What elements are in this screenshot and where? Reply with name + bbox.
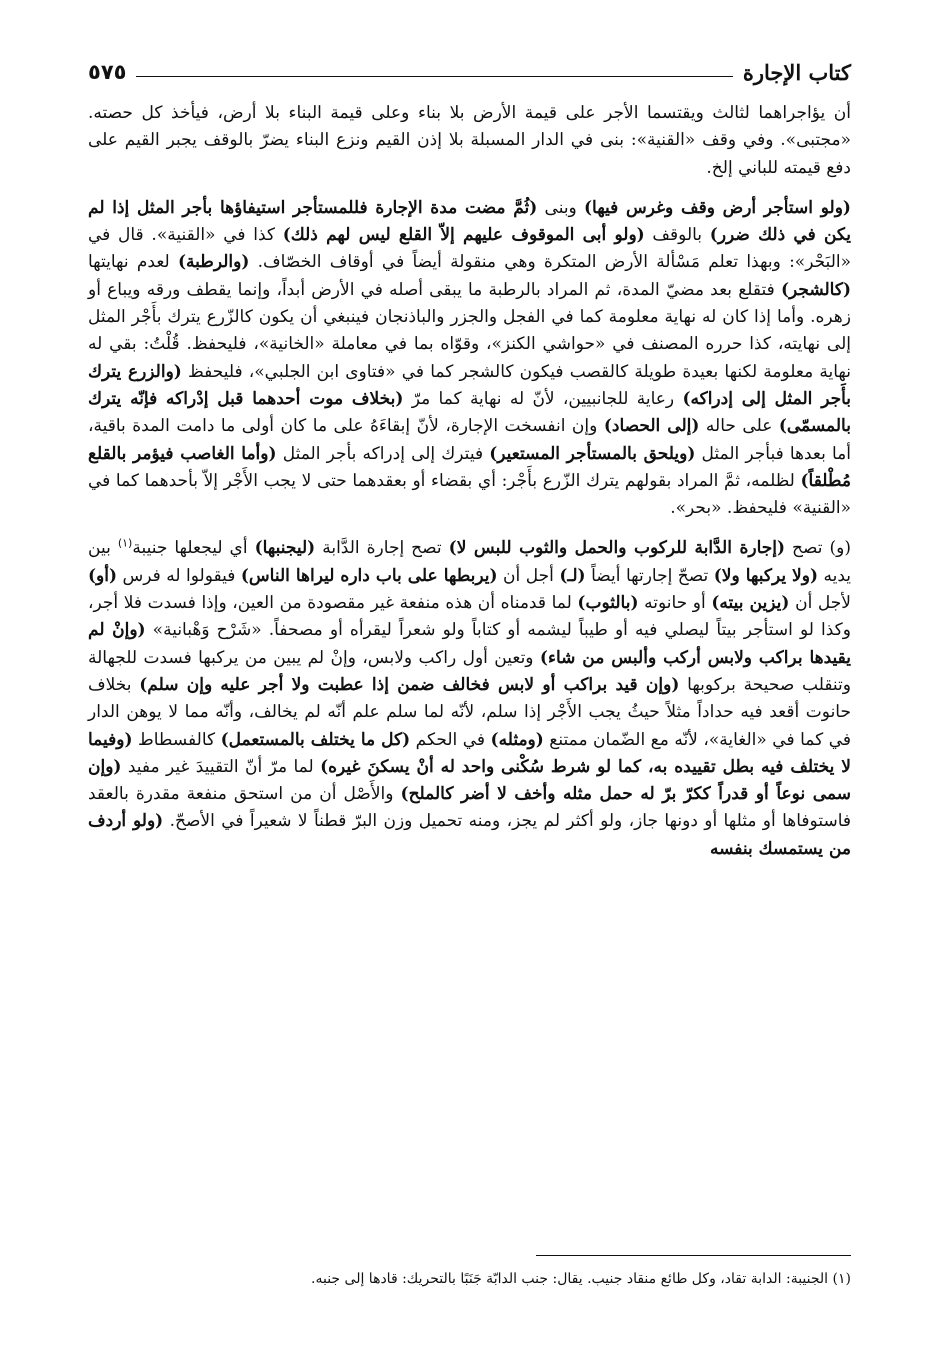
paragraph-2 bbox=[88, 195, 851, 523]
matn-text: (إلى الحصاد) bbox=[603, 416, 700, 437]
sharh-text: تصح إجارة الدَّابة bbox=[315, 538, 449, 559]
header-rule bbox=[136, 76, 732, 77]
sharh-text: لما قدمناه أن هذه منفعة غير مقصودة من العين، وإذا فسدت فلا أجر، وكذا لو استأجر بيتاً ليصلي فيه أو طيباً ليشمه أو كتاباً ولو شعراً ليقرأه أو مصحفاً. «شَرْح وَهْبانية» bbox=[88, 593, 851, 641]
matn-text: (إجارة الدَّابة للركوب والحمل والثوب للبس لا) bbox=[448, 538, 786, 559]
sharh-text: رعاية للجانبيين، لأنّ له نهاية كما مرّ bbox=[403, 388, 683, 409]
matn-text: (وإنْ لم يقيدها براكب ولابس أركب وألبس من شاء) bbox=[88, 620, 851, 668]
matn-text: (يربطها على باب داره ليراها الناس) bbox=[240, 565, 498, 586]
matn-text: (وإن سمى نوعاً أو قدراً ككرّ برّ له حمل مثله وأخف لا أضر كالملح) bbox=[88, 756, 851, 805]
matn-text: (بخلاف موت أحدهما قبل إدْراكه فإنّه يترك بالمسمّى) bbox=[88, 388, 851, 437]
matn-text: (والرطبة) bbox=[178, 252, 250, 273]
matn-text: (أو) bbox=[88, 565, 118, 586]
matn-text: (وفيما لا يختلف فيه بطل تقييده به، كما لو شرط سُكْنى واحد له أنْ يسكنَ غيره) bbox=[88, 729, 851, 777]
footnote-area bbox=[88, 1268, 851, 1290]
matn-text: (ليجنبها) bbox=[254, 538, 316, 559]
sharh-text: (و) تصح bbox=[785, 538, 851, 559]
matn-text: (كل ما يختلف بالمستعمل) bbox=[220, 729, 411, 750]
sharh-text: كالفسطاط bbox=[132, 729, 221, 750]
footnote-reference[interactable]: (١) bbox=[117, 536, 133, 550]
matn-text: (ولو أردف من يستمسك بنفسه bbox=[88, 811, 851, 859]
matn-text: (ويلحق بالمستأجر المستعير) bbox=[489, 443, 696, 464]
page-header bbox=[88, 52, 851, 92]
matn-text: (وأما الغاصب فيؤمر بالقلع مُطْلقاً) bbox=[88, 443, 851, 491]
sharh-text: بخلاف حانوت أقعد فيه حداداً مثلاً حيثُ يجب الأَجْر إذا سلم، لأنّه لما سلم علم أنّه لم يخالف، وأنّه مما لا يوهن الدار في كما في «الغاية»، لأنّه مع الضّمان ممتنع bbox=[88, 674, 851, 750]
sharh-text: فيترك إلى إدراكه بأجر المثل bbox=[276, 443, 490, 464]
matn-text: (وإن قيد براكب أو لابس فخالف ضمن إذا عطبت ولا أجر عليه وإن سلم) bbox=[139, 674, 680, 695]
sharh-text: لأجل أن bbox=[789, 593, 851, 614]
main-text bbox=[88, 100, 851, 863]
sharh-text: كذا في «القنية». قال في «البَحْر»: وبهذا تعلم مَسْألة الأرض المتكرة وهي منقولة أيضاً في أوقاف الخصّاف. bbox=[88, 225, 851, 273]
footnote-text: الجنيبة: الدابة تقاد، وكل طائع منقاد جنيب. يقال: جنب الدابّة جَنَبًا بالتحريك: قادها إلى جنبه. bbox=[311, 1271, 829, 1287]
page-number: ٥٧٥ bbox=[88, 60, 127, 84]
sharh-text: أو حانوته bbox=[638, 593, 712, 614]
sharh-text: وإن انفسخت الإجارة، لأنّ إبقاءَهُ على ما كان أولى ما دامت المدة باقية، أما بعدها فبأجر المثل bbox=[88, 416, 851, 464]
sharh-text: تصحّ إجارتها أيضاً bbox=[585, 565, 714, 586]
sharh-text: في الحكم bbox=[410, 729, 491, 750]
matn-text: (كالشجر) bbox=[780, 279, 851, 300]
matn-text: (ولو استأجر أرض وقف وغرس فيها) bbox=[583, 197, 851, 218]
sharh-text: أي ليجعلها جنيبة bbox=[132, 538, 255, 559]
matn-text: (ولا يركبها ولا) bbox=[713, 565, 819, 586]
matn-text: (ولو أبى الموقوف عليهم إلاّ القلع ليس لهم ذلك) bbox=[282, 225, 645, 246]
sharh-text: لعدم نهايتها bbox=[88, 252, 179, 273]
matn-text: (ومثله) bbox=[490, 729, 544, 750]
sharh-text: لظلمه، ثمَّ المراد بقولهم يترك الزّرع بأَجْر: أي بقضاء أو بعقدهما حتى لا يجب الأَجْر إلاّ بأحدهما كما في «القنية» فليحفظ. «بحر». bbox=[88, 470, 851, 519]
sharh-text: بالوقف bbox=[644, 225, 710, 246]
matn-text: (لـ) bbox=[559, 565, 586, 586]
sharh-text: بين يديه bbox=[88, 538, 852, 586]
sharh-text: فتقلع بعد مضيّ المدة، ثم المراد بالرطبة ما يبقى أصله في الأرض أبداً، وإنما يقطف ورقه ويباع أو زهره. وأما إذا كان له نهاية معلومة كما في الفجل والجزر والباذنجان فينبغي أن يكون كالزّرع يترك بأَجْر المثل إلى نهايته، كذا حرره المصنف في «حواشي الكنز»، وقوّاه بما في معاملة «الخانية»، فليحفظ. قُلْتُ: بقي له نهاية معلومة لكنها بعيدة طويلة كالقصب فيكون كالشجر كما في «فتاوى ابن الجلبي»، فليحفظ bbox=[88, 279, 851, 382]
running-title: كتاب الإجارة bbox=[742, 59, 851, 85]
matn-text: (ثُمَّ مضت مدة الإجارة فللمستأجر استيفاؤها بأجر المثل إذا لم يكن في ذلك ضرر) bbox=[88, 197, 852, 246]
sharh-text: أجل أن bbox=[497, 565, 560, 586]
paragraph-3 bbox=[88, 535, 851, 863]
sharh-text: وبنى bbox=[537, 197, 584, 218]
text-run: أن يؤاجراهما لثالث ويقتسما الأجر على قيمة الأرض بلا بناء وعلى قيمة البناء بلا أرض، فيأخذ كل حصته. «مجتبى». وفي وقف «القنية»: بنى في الدار المسبلة بلا إذن القيم ونزع البناء يضرّ بالوقف يجبر القيم على دفع قيمته للباني إلخ. bbox=[88, 103, 851, 178]
sharh-text: على حاله bbox=[699, 416, 779, 437]
sharh-text: والأَصْل أن من استحق منفعة مقدرة بالعقد فاستوفاها أو مثلها أو دونها جاز، ولو أكثر لم يجز، ومنه تحميل وزن البرّ قطناً لا شعيراً في الأصحّ. bbox=[88, 784, 852, 832]
matn-text: (بالثوب) bbox=[577, 593, 639, 614]
sharh-text: وتعين أول راكب ولابس، وإنْ لم يبين من يركبها فسدت للجهالة وتنقلب صحيحة بركوبها bbox=[88, 647, 852, 695]
sharh-text: فيقولوا له فرس bbox=[117, 565, 241, 586]
footnote-separator bbox=[536, 1255, 851, 1256]
sharh-text: لما مرّ أنّ التقييدَ غير مفيد bbox=[121, 756, 321, 777]
matn-text: (يزين بيته) bbox=[711, 593, 790, 614]
paragraph-1 bbox=[88, 100, 851, 182]
matn-text: (والزرع يترك بأَجر المثل إلى إدراكه) bbox=[88, 361, 851, 409]
footnote-number: (١) bbox=[832, 1271, 851, 1287]
